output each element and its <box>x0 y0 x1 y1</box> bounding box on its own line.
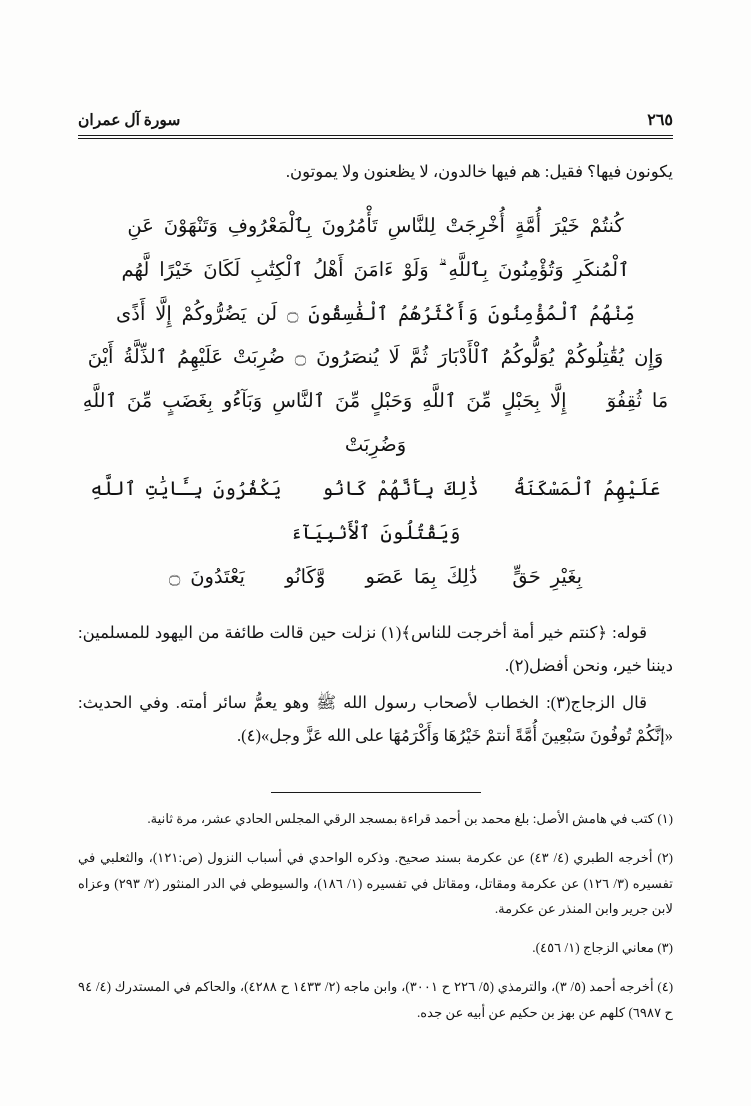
quran-line: بِغَيْرِ حَقٍّ ۚ ذَٰلِكَ بِمَا عَصَوا۟ وَّكَانُوا۟ يَعْتَدُونَ ۝ <box>168 566 583 588</box>
footnote-item <box>78 974 673 1025</box>
commentary-paragraph-2: قال الزجاج(٣): الخطاب لأصحاب رسول الله ﷺ وهو يعمُّ سائر أمته. وفي الحديث: «إنَّكُمْ تُوفُونَ سَبْعِينَ أُمَّةً أنتمْ خَيْرُهَا وَأَكْرَمُهَا على الله عَزَّ وجل»(٤). <box>78 692 673 745</box>
page-number: ٢٦٥ <box>647 112 673 129</box>
page-header <box>78 110 673 136</box>
footnote-text: كتب في هامش الأصل: بلغ محمد بن أحمد قراءة بمسجد الرقي المجلس الحادي عشر، مرة ثانية. <box>147 810 655 826</box>
quran-line: كُنتُمْ خَيْرَ أُمَّةٍ أُخْرِجَتْ لِلنَّاسِ تَأْمُرُونَ بِٱلْمَعْرُوفِ وَتَنْهَوْنَ عَنِ <box>127 215 624 237</box>
quran-line: وَإِن يُقَٰتِلُوكُمْ يُوَلُّوكُمُ ٱلْأَدْبَارَ ثُمَّ لَا يُنصَرُونَ ۝ ضُرِبَتْ عَلَيْهِمُ ٱلذِّلَّةُ أَيْنَ <box>87 347 664 369</box>
footnote-text: أخرجه الطبري (٤/ ٤٣) عن عكرمة بسند صحيح. وذكره الواحدي في أسباب النزول (ص:١٢١)، والثعلبي في تفسيره (٣/ ١٢٦) عن عكرمة ومقاتل، ومقاتل في تفسيره (١/ ١٨٦)، والسيوطي في الدر المنثور (٢/ ٢٩٣) وعزاه لابن جرير وابن المنذر عن عكرمة. <box>78 849 673 917</box>
footnote-item <box>78 935 673 961</box>
quran-line: مَا ثُقِفُوٓا۟ إِلَّا بِحَبْلٍ مِّنَ ٱللَّهِ وَحَبْلٍ مِّنَ ٱلنَّاسِ وَبَآءُو بِغَضَبٍ مِّنَ ٱللَّهِ وَضُرِبَتْ <box>82 391 669 457</box>
footnote-marker: (٢) <box>657 849 674 865</box>
footnote-marker: (١) <box>657 810 673 826</box>
footnote-text: أخرجه أحمد (٥/ ٣)، والترمذي (٥/ ٢٢٦ ح ٣٠٠١)، وابن ماجه (٢/ ١٤٣٣ ح ٤٢٨٨)، والحاكم في المستدرك (٤/ ٩٤ ح ٦٩٨٧) كلهم عن بهز بن حكيم عن أبيه عن جده. <box>78 979 673 1020</box>
page-content <box>78 110 673 1046</box>
commentary-paragraph-1: قوله: ﴿كنتم خير أمة أخرجت للناس﴾(١) نزلت حين قالت طائفة من اليهود للمسلمين: ديننا خير، ونحن أفضل(٢). <box>78 622 673 675</box>
footnote-marker: (٤) <box>657 979 674 995</box>
quran-line: مِّنْهُمُ ٱلْمُؤْمِنُونَ وَأَكْثَرُهُمُ ٱلْفَٰسِقُونَ ۝ لَن يَضُرُّوكُمْ إِلَّا أَذًى <box>116 303 635 325</box>
quran-line: ٱلْمُنكَرِ وَتُؤْمِنُونَ بِٱللَّهِ ۗ وَلَوْ ءَامَنَ أَهْلُ ٱلْكِتَٰبِ لَكَانَ خَيْرًا لَّهُم <box>121 259 630 281</box>
header-divider <box>78 138 673 139</box>
opening-line: يكونون فيها؟ فقيل: هم فيها خالدون، لا يظعنون ولا يموتون. <box>285 161 673 181</box>
footnote-separator <box>271 792 481 793</box>
quran-verses <box>78 205 673 600</box>
footnote-marker: (٣) <box>657 940 673 956</box>
surah-title: سورة آل عمران <box>78 112 181 129</box>
footnote-item <box>78 806 673 832</box>
footnote-item <box>78 845 673 922</box>
quran-line: عَلَيْهِمُ ٱلْمَسْكَنَةُ ۚ ذَٰلِكَ بِأَنَّهُمْ كَانُوا۟ يَكْفُرُونَ بِـَٔايَٰتِ ٱللَّهِ وَيَقْتُلُونَ ٱلْأَنۢبِيَآءَ <box>90 479 661 544</box>
footnote-text: معاني الزجاج (١/ ٤٥٦). <box>532 940 655 956</box>
footnote-list <box>78 806 673 1026</box>
